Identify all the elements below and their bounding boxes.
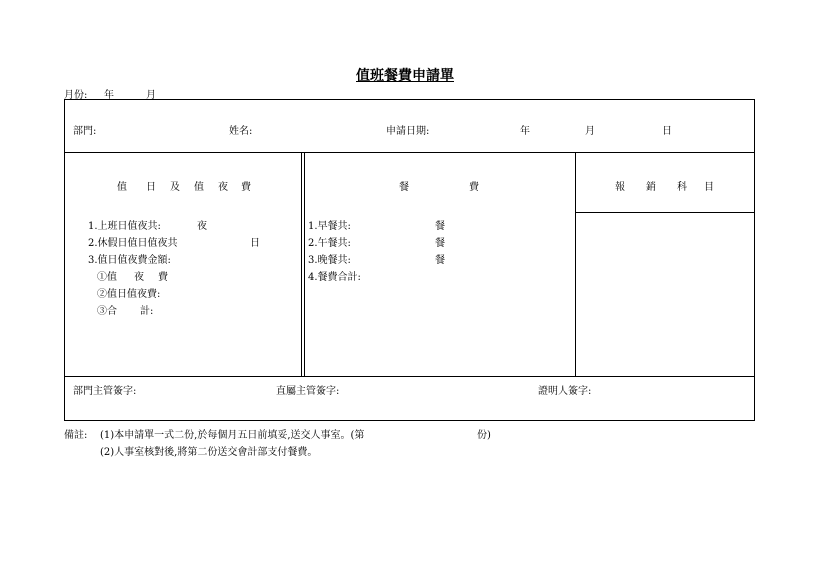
col-divider-1a: [301, 152, 302, 376]
list-item: 2.休假日值日值夜共: [88, 238, 178, 249]
col1-heading-char: 日: [146, 182, 156, 193]
col3-heading-char: 報: [615, 182, 625, 193]
apply-date-month: 月: [585, 126, 595, 137]
sub-item-part: 夜: [134, 272, 144, 283]
sub-item-part: 計:: [140, 306, 154, 317]
list-item-unit: 夜: [197, 221, 207, 232]
row-divider-header: [64, 152, 755, 153]
row-divider-signatures: [64, 376, 755, 377]
col-divider-1b: [304, 152, 305, 376]
col1-heading-char: 夜: [218, 182, 228, 193]
apply-date-label: 申請日期:: [386, 126, 430, 137]
dept-head-signature-label: 部門主管簽字:: [73, 386, 137, 397]
col1-heading-char: 及: [170, 182, 180, 193]
page-title: 值班餐費申請單: [356, 68, 454, 84]
list-item: 4.餐費合計:: [308, 272, 361, 283]
dept-label: 部門:: [73, 126, 97, 137]
notes-line-2: (2)人事室核對後,將第二份送交會計部支付餐費。: [100, 447, 318, 458]
name-label: 姓名:: [229, 126, 253, 137]
list-item-unit: 餐: [435, 255, 445, 266]
list-item: 1.早餐共:: [308, 221, 351, 232]
direct-head-signature-label: 直屬主管簽字:: [276, 386, 340, 397]
apply-date-year: 年: [520, 126, 530, 137]
col3-heading-char: 科: [677, 182, 687, 193]
sub-item: ①值: [97, 272, 117, 283]
sub-item-part: 費: [158, 272, 168, 283]
col1-heading-char: 值: [194, 182, 204, 193]
list-item-unit: 餐: [435, 238, 445, 249]
list-item: 2.午餐共:: [308, 238, 351, 249]
col1-heading-char: 值: [117, 182, 127, 193]
col2-heading-char: 餐: [399, 182, 409, 193]
col2-heading-char: 費: [469, 182, 479, 193]
notes-line-1-end: 份): [477, 430, 491, 441]
sub-item: ②值日值夜費:: [97, 289, 161, 300]
month-label: 月份:: [64, 90, 88, 101]
col1-heading-char: 費: [241, 182, 251, 193]
row-divider-reimburse-heading: [575, 212, 755, 213]
list-item: 3.晚餐共:: [308, 255, 351, 266]
col3-heading-char: 目: [704, 182, 714, 193]
list-item-unit: 日: [250, 238, 260, 249]
notes-line-1: (1)本申請單一式二份,於每個月五日前填妥,送交人事室。(第: [100, 430, 365, 441]
month-line-year: 年: [104, 90, 114, 101]
list-item-unit: 餐: [435, 221, 445, 232]
apply-date-day: 日: [662, 126, 672, 137]
witness-signature-label: 證明人簽字:: [538, 386, 592, 397]
notes-label: 備註:: [64, 430, 88, 441]
list-item: 1.上班日值夜共:: [88, 221, 161, 232]
list-item: 3.值日值夜費金額:: [88, 255, 171, 266]
col-divider-2: [575, 152, 576, 376]
sub-item: ③合: [97, 306, 117, 317]
col3-heading-char: 銷: [646, 182, 656, 193]
month-line-month: 月: [146, 90, 156, 101]
